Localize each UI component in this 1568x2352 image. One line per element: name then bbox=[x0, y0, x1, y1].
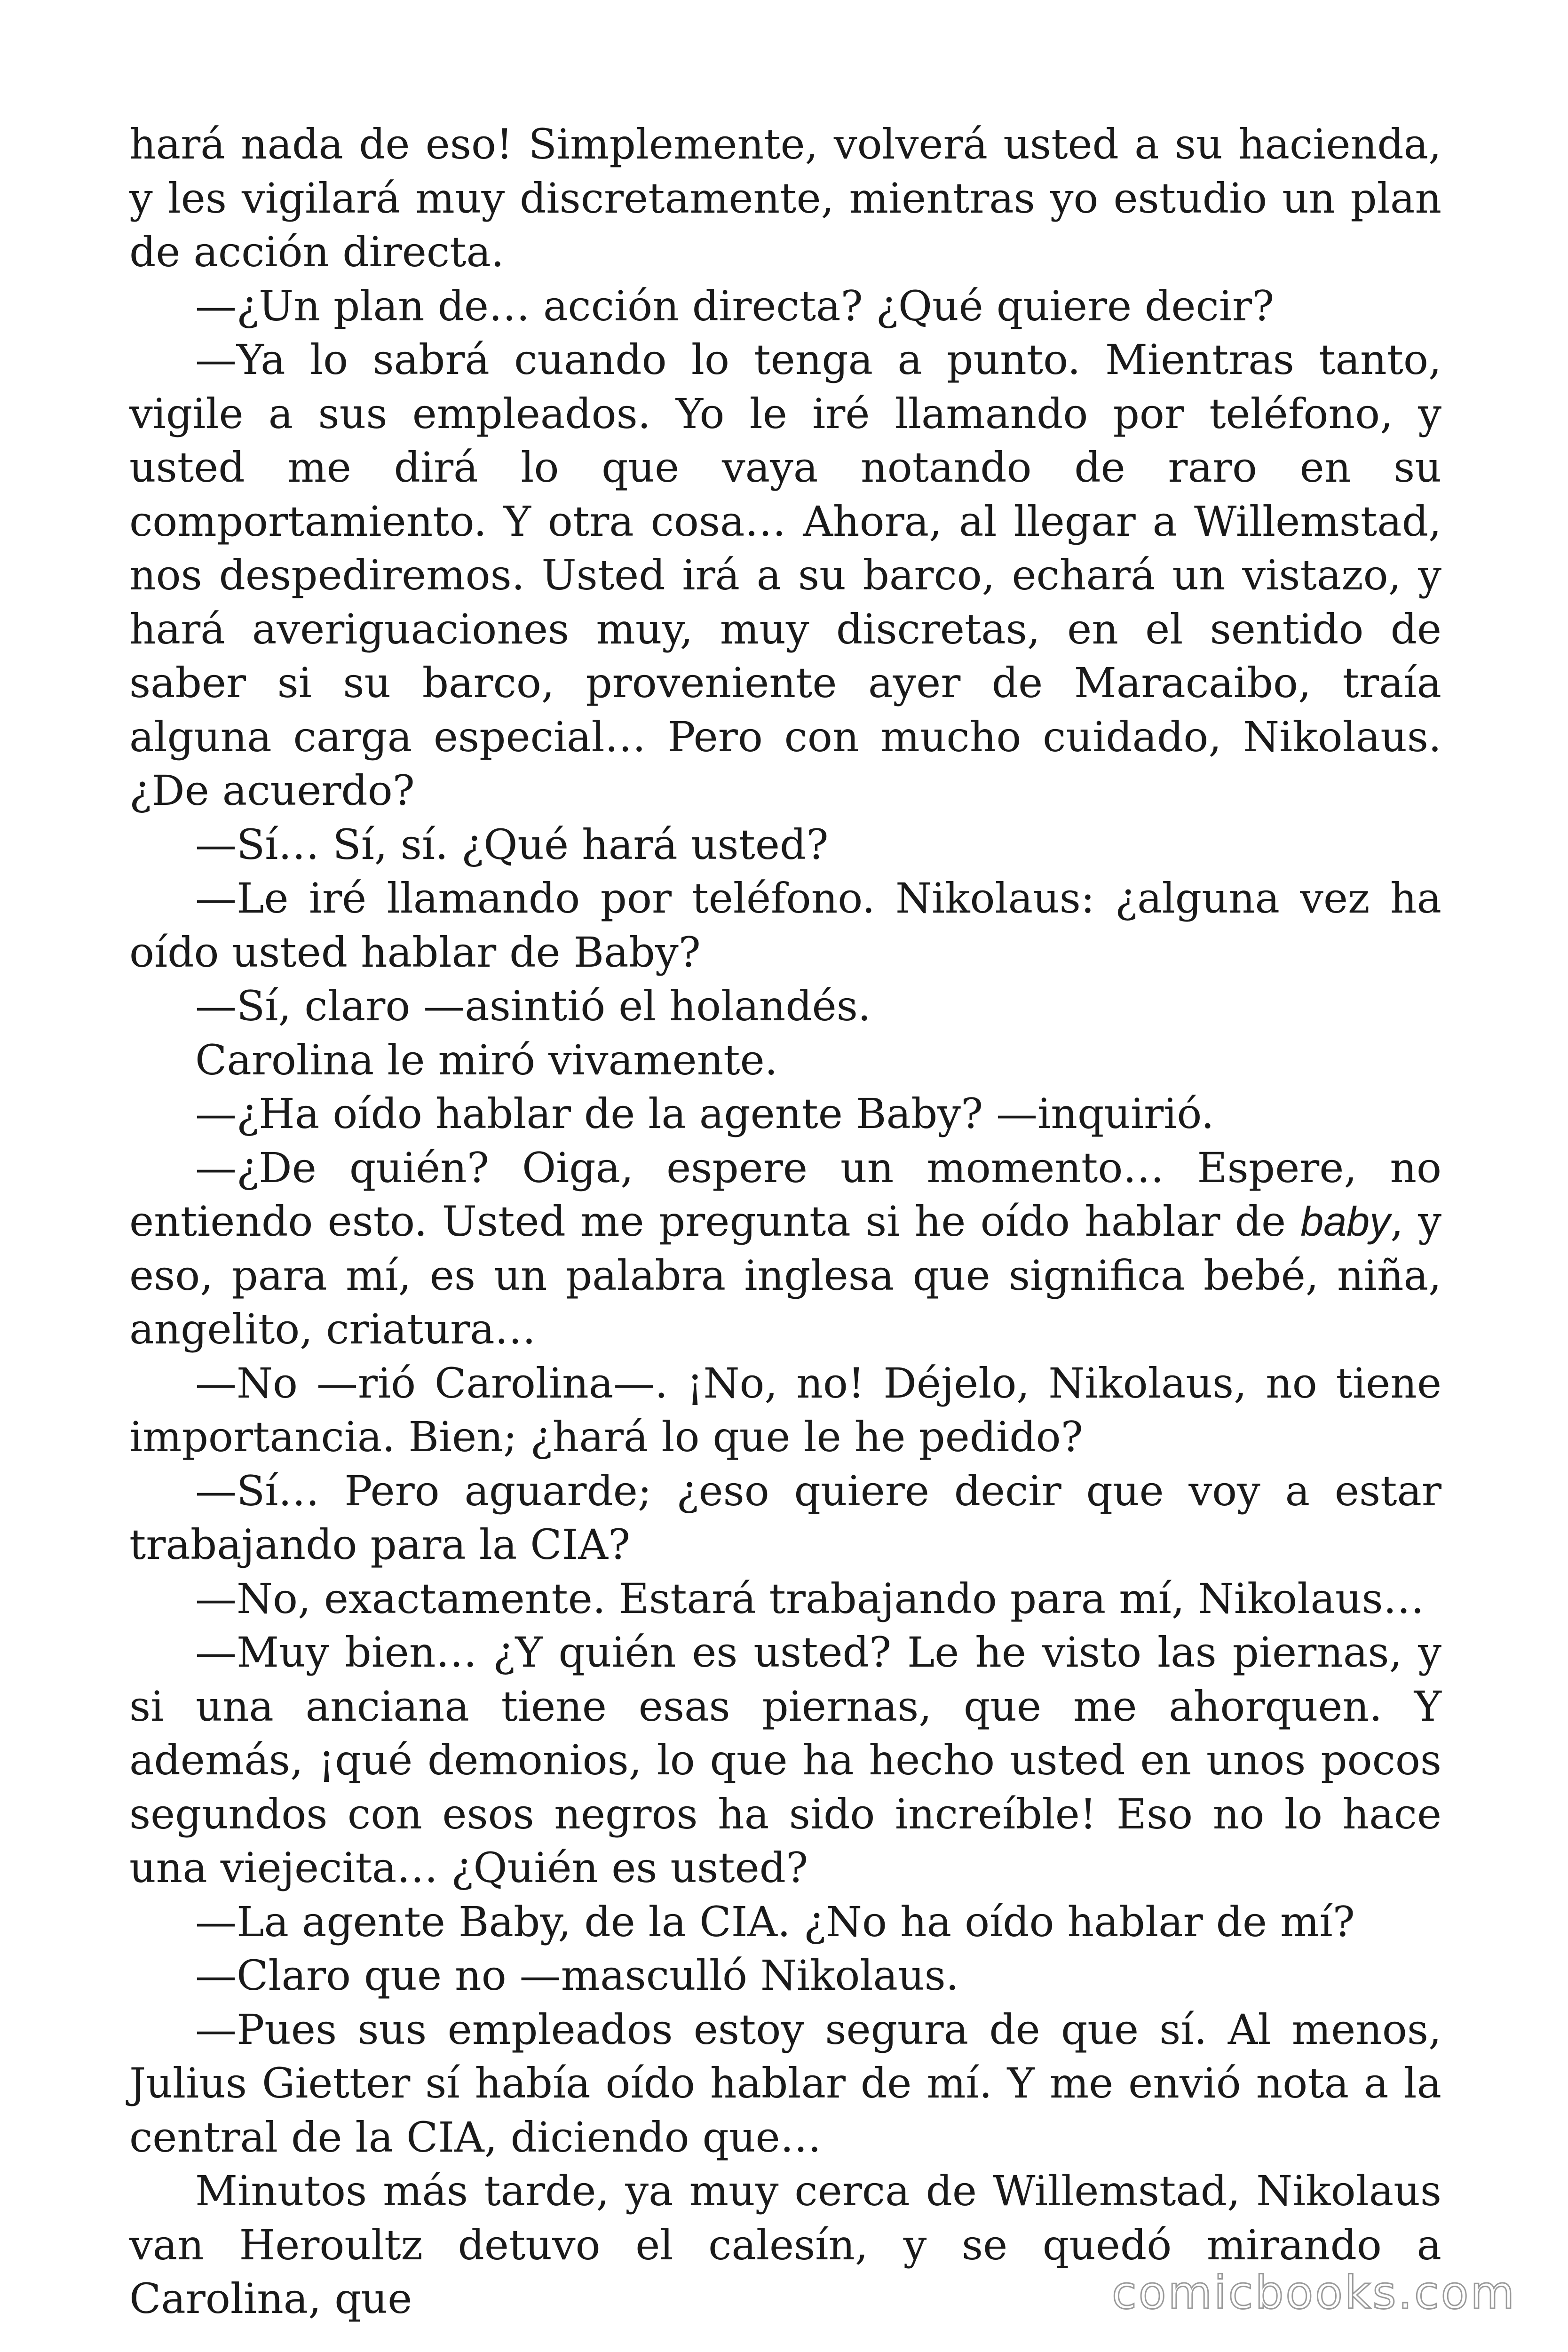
italic-word: baby bbox=[1300, 1198, 1391, 1245]
paragraph: —Sí… Sí, sí. ¿Qué hará usted? bbox=[195, 820, 829, 869]
paragraph: —La agente Baby, de la CIA. ¿No ha oído hablar de mí? bbox=[195, 1897, 1355, 1946]
paragraph: hará nada de eso! Simplemente, volverá usted a su hacienda, y les vigilará muy discretamente, mientras yo estudio un plan de acción directa. bbox=[129, 120, 1441, 276]
paragraph: —No, exactamente. Estará trabajando para mí, Nikolaus… bbox=[195, 1574, 1425, 1623]
page-text bbox=[129, 118, 1441, 2326]
paragraph: —Sí… Pero aguarde; ¿eso quiere decir que voy a estar trabajando para la CIA? bbox=[129, 1466, 1441, 1569]
paragraph: —Sí, claro —asintió el holandés. bbox=[195, 982, 871, 1030]
paragraph: —¿Un plan de… acción directa? ¿Qué quiere decir? bbox=[195, 281, 1275, 330]
watermark: comicbooks.com bbox=[1111, 2266, 1516, 2319]
paragraph: —Ya lo sabrá cuando lo tenga a punto. Mientras tanto, vigile a sus empleados. Yo le iré llamando por teléfono, y usted me dirá lo que vaya notando de raro en su comportamiento. Y otra cosa… Ahora, al llegar a Willemstad, nos despediremos. Usted irá a su barco, echará un vistazo, y hará averiguaciones muy, muy discretas, en el sentido de saber si su barco, proveniente ayer de Maracaibo, traía alguna carga especial… Pero con mucho cuidado, Nikolaus. ¿De acuerdo? bbox=[129, 335, 1441, 815]
paragraph-text: , y eso, para mí, es un palabra inglesa que significa bebé, niña, angelito, criatura… bbox=[129, 1197, 1441, 1353]
paragraph: —Muy bien… ¿Y quién es usted? Le he visto las piernas, y si una anciana tiene esas piernas, que me ahorquen. Y además, ¡qué demonios, lo que ha hecho usted en unos pocos segundos con esos negros ha sido increíble! Eso no lo hace una viejecita… ¿Quién es usted? bbox=[129, 1628, 1441, 1892]
paragraph: —Claro que no —masculló Nikolaus. bbox=[195, 1951, 959, 2000]
paragraph-text: —¿De quién? Oiga, espere un momento… Espere, no entiendo esto. Usted me pregunta si he oído hablar de bbox=[129, 1143, 1441, 1246]
paragraph: —Le iré llamando por teléfono. Nikolaus: ¿alguna vez ha oído usted hablar de Baby? bbox=[129, 874, 1441, 977]
paragraph: —No —rió Carolina—. ¡No, no! Déjelo, Nikolaus, no tiene importancia. Bien; ¿hará lo que le he pedido? bbox=[129, 1359, 1441, 1461]
paragraph: —¿Ha oído hablar de la agente Baby? —inquirió. bbox=[195, 1089, 1214, 1138]
paragraph: —Pues sus empleados estoy segura de que sí. Al menos, Julius Gietter sí había oído hablar de mí. Y me envió nota a la central de la CIA, diciendo que… bbox=[129, 2005, 1441, 2161]
paragraph: Carolina le miró vivamente. bbox=[195, 1035, 778, 1084]
paragraph: Minutos más tarde, ya muy cerca de Willemstad, Nikolaus van Heroultz detuvo el calesín, y se quedó mirando a Carolina, que bbox=[129, 2167, 1441, 2323]
paragraph bbox=[129, 1141, 1441, 1357]
